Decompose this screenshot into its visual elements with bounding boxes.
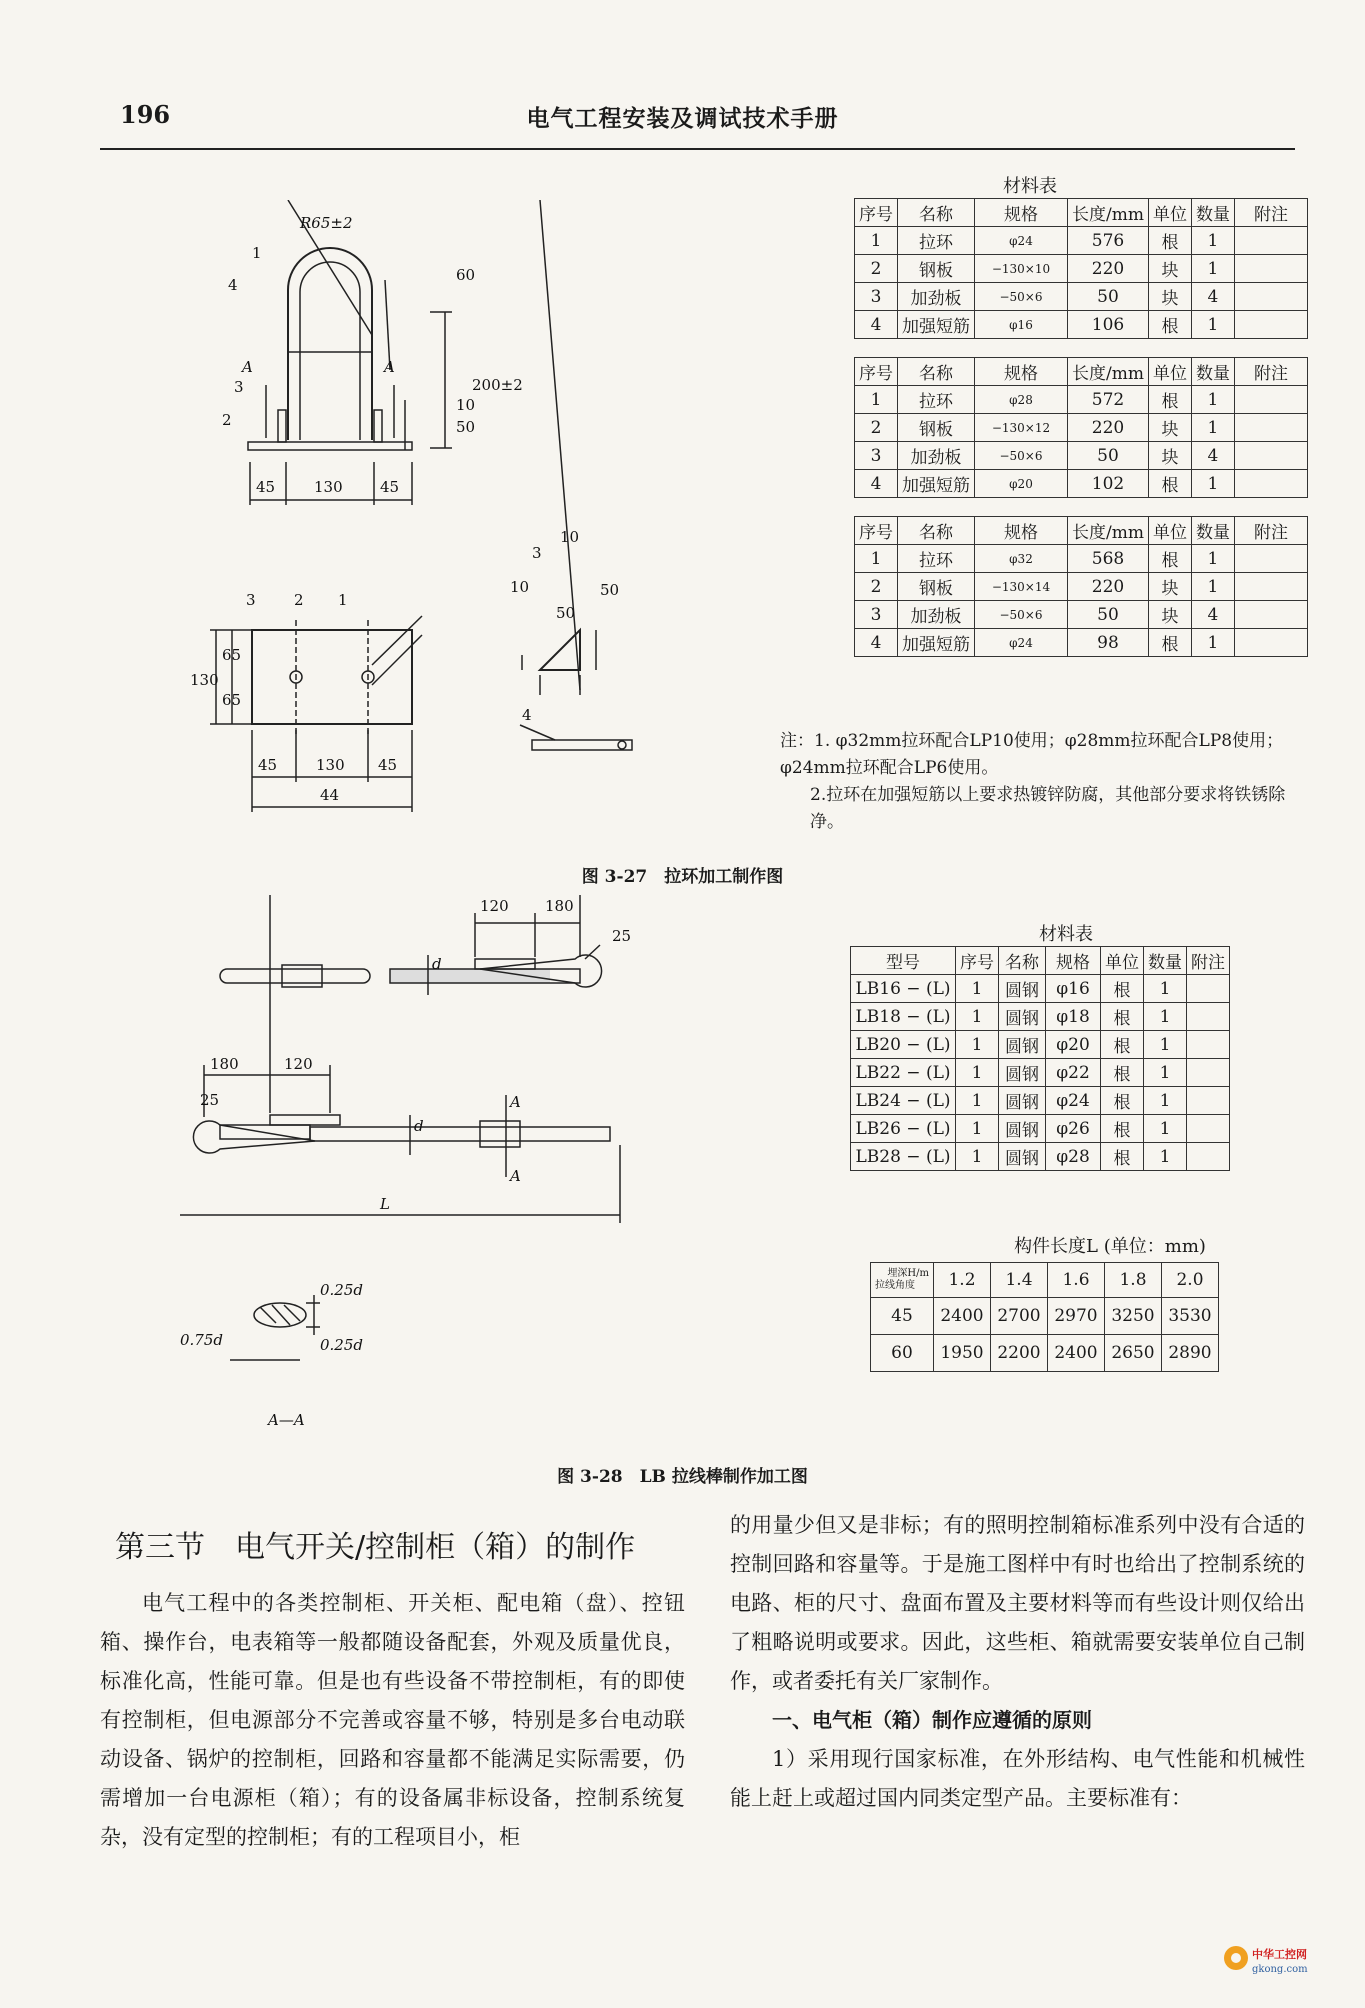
header-cell-1: 名称 — [898, 358, 975, 386]
label-4: 4 — [228, 276, 238, 294]
bar-label-4: 4 — [522, 706, 532, 724]
dim-65a: 65 — [222, 646, 242, 664]
cell-6 — [1234, 601, 1307, 629]
header-cell-2: 规格 — [975, 517, 1068, 545]
section-title: 第三节 电气开关/控制柜（箱）的制作 — [115, 1530, 636, 1565]
cell-4: 块 — [1148, 442, 1191, 470]
table-header-row — [855, 517, 1308, 545]
table-row — [855, 573, 1308, 601]
table-row — [855, 470, 1308, 498]
corner-top: 埋深H/m — [887, 1268, 929, 1279]
cell-6 — [1187, 975, 1230, 1003]
depth-header-1: 1.4 — [991, 1263, 1048, 1298]
fig27-material-tables — [854, 198, 1308, 657]
cell-3: 106 — [1068, 311, 1149, 339]
plan-label-2: 2 — [294, 591, 304, 609]
header-cell-0: 序号 — [855, 199, 898, 227]
section-mark-a-top: A — [510, 1093, 521, 1111]
cell-1: 1 — [956, 1003, 999, 1031]
dim-45a: 45 — [256, 478, 276, 496]
cell-5: 1 — [1144, 975, 1187, 1003]
header-cell-3: 规格 — [1046, 947, 1101, 975]
fig27-table-title: 材料表 — [1003, 176, 1057, 197]
watermark-text: 中华工控网 — [1252, 1948, 1307, 1961]
length-header-row — [871, 1263, 1219, 1298]
cell-2: φ32 — [975, 545, 1068, 573]
cell-2: 圆钢 — [999, 1031, 1046, 1059]
cell-3: φ22 — [1046, 1059, 1101, 1087]
cell-3: φ18 — [1046, 1003, 1101, 1031]
header-rule — [100, 148, 1295, 150]
header-cell-1: 序号 — [956, 947, 999, 975]
cell-3: 572 — [1068, 386, 1149, 414]
length-table-title: 构件长度L (单位：mm) — [1014, 1236, 1206, 1257]
cell-5: 1 — [1191, 629, 1234, 657]
right-column — [730, 1506, 1305, 1818]
gusset-dim-10a: 10 — [560, 528, 580, 546]
cell-1: 钢板 — [898, 255, 975, 283]
cell-3: φ16 — [1046, 975, 1101, 1003]
fig27-caption: 图 3-27 拉环加工制作图 — [581, 867, 784, 887]
gusset-dim-50a: 50 — [600, 581, 620, 599]
bottom-dim-120: 120 — [284, 1055, 313, 1073]
cell-2: −50×6 — [975, 442, 1068, 470]
cell-1: 加劲板 — [898, 601, 975, 629]
cell-0: 3 — [855, 283, 898, 311]
angle-cell: 60 — [871, 1335, 934, 1372]
cell-6 — [1234, 311, 1307, 339]
cell-1: 1 — [956, 975, 999, 1003]
cell-1: 加劲板 — [898, 442, 975, 470]
fig27-table-group-1 — [854, 198, 1308, 339]
cell-0: LB28 − (L) — [851, 1143, 956, 1171]
cell-6 — [1234, 573, 1307, 601]
length-table — [870, 1262, 1219, 1372]
cell-3: φ28 — [1046, 1143, 1101, 1171]
note-1: 注：1. φ32mm拉环配合LP10使用；φ28mm拉环配合LP8使用；φ24mm拉环配合LP6使用。 — [780, 731, 1284, 778]
header-cell-6: 附注 — [1234, 358, 1307, 386]
cell-5: 4 — [1191, 442, 1234, 470]
watermark-logo — [1218, 1940, 1338, 1980]
cell-4: 根 — [1101, 1059, 1144, 1087]
cell-3: 50 — [1068, 283, 1149, 311]
dim-10: 10 — [456, 396, 476, 414]
cell-6 — [1234, 283, 1307, 311]
top-dim-180: 180 — [545, 897, 574, 915]
cell-0: 4 — [855, 311, 898, 339]
cell-1: 拉环 — [898, 545, 975, 573]
cell-6 — [1187, 1115, 1230, 1143]
fig28-drawing — [180, 895, 700, 1435]
section-dim-width: 0.75d — [180, 1331, 224, 1349]
cell-3: 576 — [1068, 227, 1149, 255]
page-number: 196 — [120, 100, 171, 129]
cell-3: 220 — [1068, 573, 1149, 601]
cell-0: 2 — [855, 255, 898, 283]
cell-0: LB18 − (L) — [851, 1003, 956, 1031]
angle-cell: 45 — [871, 1298, 934, 1335]
cell-6 — [1234, 227, 1307, 255]
fig28-material-table — [850, 946, 1230, 1171]
cell-4: 块 — [1148, 601, 1191, 629]
dim-45d: 45 — [378, 756, 398, 774]
cell-2: −50×6 — [975, 601, 1068, 629]
cell-5: 1 — [1144, 1087, 1187, 1115]
cell-0: 2 — [855, 414, 898, 442]
cell-0: 1 — [855, 386, 898, 414]
cell-5: 1 — [1191, 227, 1234, 255]
table-row — [855, 545, 1308, 573]
length-value-cell: 3530 — [1162, 1298, 1219, 1335]
length-value-cell: 2400 — [934, 1298, 991, 1335]
cell-2: φ28 — [975, 386, 1068, 414]
length-value-cell: 1950 — [934, 1335, 991, 1372]
cell-1: 拉环 — [898, 386, 975, 414]
header-cell-4: 单位 — [1148, 358, 1191, 386]
plan-label-1: 1 — [338, 591, 348, 609]
cell-5: 1 — [1191, 386, 1234, 414]
header-cell-0: 型号 — [851, 947, 956, 975]
cell-0: 1 — [855, 227, 898, 255]
cell-1: 钢板 — [898, 573, 975, 601]
right-column-text: 的用量少但又是非标；有的照明控制箱标准系列中没有合适的控制回路和容量等。于是施工图样中有时也给出了控制系统的电路、柜的尺寸、盘面布置及主要材料等而有些设计则仅给出了粗略说明或要求。因此，这些柜、箱就需要安装单位自己制作，或者委托有关厂家制作。 — [730, 1513, 1305, 1693]
header-cell-4: 单位 — [1148, 199, 1191, 227]
cell-4: 根 — [1101, 1087, 1144, 1115]
cell-0: LB22 − (L) — [851, 1059, 956, 1087]
header-cell-6: 附注 — [1234, 517, 1307, 545]
cell-0: LB26 − (L) — [851, 1115, 956, 1143]
cell-5: 4 — [1191, 283, 1234, 311]
cell-1: 拉环 — [898, 227, 975, 255]
cell-1: 1 — [956, 1115, 999, 1143]
cell-3: 50 — [1068, 601, 1149, 629]
cell-4: 块 — [1148, 573, 1191, 601]
cell-2: −130×14 — [975, 573, 1068, 601]
table-row — [851, 1031, 1230, 1059]
top-dim-d: d — [432, 955, 442, 973]
header-cell-4: 单位 — [1148, 517, 1191, 545]
length-corner-cell — [871, 1263, 934, 1298]
cell-2: −130×10 — [975, 255, 1068, 283]
cell-5: 1 — [1144, 1059, 1187, 1087]
header-cell-6: 附注 — [1234, 199, 1307, 227]
cell-3: 220 — [1068, 414, 1149, 442]
cell-1: 加强短筋 — [898, 629, 975, 657]
cell-0: 2 — [855, 573, 898, 601]
length-value-cell: 3250 — [1105, 1298, 1162, 1335]
gusset-label-3: 3 — [532, 544, 542, 562]
table-header-row — [851, 947, 1230, 975]
cell-5: 1 — [1191, 470, 1234, 498]
section-mark-a-left: A — [242, 358, 253, 376]
cell-2: 圆钢 — [999, 1003, 1046, 1031]
length-value-cell: 2650 — [1105, 1335, 1162, 1372]
corner-bottom: 拉线角度 — [875, 1280, 915, 1291]
gusset-dim-50b: 50 — [556, 604, 576, 622]
fig27-notes — [780, 728, 1300, 836]
header-cell-2: 名称 — [999, 947, 1046, 975]
cell-5: 1 — [1144, 1143, 1187, 1171]
length-l: L — [380, 1195, 390, 1213]
cell-6 — [1187, 1087, 1230, 1115]
table-row — [851, 1059, 1230, 1087]
header-cell-5: 数量 — [1144, 947, 1187, 975]
cell-3: φ24 — [1046, 1087, 1101, 1115]
cell-2: φ16 — [975, 311, 1068, 339]
section-dim-top: 0.25d — [320, 1281, 364, 1299]
length-value-cell: 2970 — [1048, 1298, 1105, 1335]
bottom-dim-25: 25 — [200, 1091, 220, 1109]
bottom-dim-180: 180 — [210, 1055, 239, 1073]
cell-1: 加强短筋 — [898, 311, 975, 339]
cell-6 — [1234, 545, 1307, 573]
fig28-caption: 图 3-28 LB 拉线棒制作加工图 — [557, 1467, 808, 1487]
cell-2: −50×6 — [975, 283, 1068, 311]
cell-4: 根 — [1148, 311, 1191, 339]
cell-4: 根 — [1148, 227, 1191, 255]
cell-4: 块 — [1148, 283, 1191, 311]
section-mark-a-right: A — [384, 358, 395, 376]
point-1: 1）采用现行国家标准，在外形结构、电气性能和机械性能上赶上或超过国内同类定型产品。主要标准有： — [730, 1747, 1305, 1810]
left-column-text: 电气工程中的各类控制柜、开关柜、配电箱（盘）、控钮箱、操作台，电表箱等一般都随设备配套，外观及质量优良，标准化高，性能可靠。但是也有些设备不带控制柜，有的即使有控制柜，但电源部分不完善或容量不够，特别是多台电动联动设备、锅炉的控制柜，回路和容量都不能满足实际需要，仍需增加一台电源柜（箱）；有的设备属非标设备，控制系统复杂，没有定型的控制柜；有的工程项目小，柜 — [100, 1591, 685, 1849]
cell-2: 圆钢 — [999, 975, 1046, 1003]
table-row — [851, 975, 1230, 1003]
length-value-cell: 2700 — [991, 1298, 1048, 1335]
cell-6 — [1187, 1003, 1230, 1031]
header-cell-0: 序号 — [855, 358, 898, 386]
top-dim-25: 25 — [612, 927, 632, 945]
depth-header-2: 1.6 — [1048, 1263, 1105, 1298]
dim-45b: 45 — [380, 478, 400, 496]
cell-5: 1 — [1144, 1003, 1187, 1031]
cell-2: φ20 — [975, 470, 1068, 498]
depth-header-0: 1.2 — [934, 1263, 991, 1298]
cell-5: 1 — [1191, 414, 1234, 442]
cell-6 — [1234, 470, 1307, 498]
cell-1: 加劲板 — [898, 283, 975, 311]
cell-3: φ26 — [1046, 1115, 1101, 1143]
cell-1: 钢板 — [898, 414, 975, 442]
table-row — [855, 442, 1308, 470]
fig28-material-table-wrap — [850, 946, 1230, 1171]
cell-5: 1 — [1191, 545, 1234, 573]
cell-2: φ24 — [975, 227, 1068, 255]
dim-60: 60 — [456, 266, 476, 284]
length-row — [871, 1298, 1219, 1335]
bottom-dim-d: d — [414, 1117, 424, 1135]
length-value-cell: 2400 — [1048, 1335, 1105, 1372]
cell-4: 块 — [1148, 414, 1191, 442]
cell-1: 1 — [956, 1143, 999, 1171]
depth-header-3: 1.8 — [1105, 1263, 1162, 1298]
cell-6 — [1234, 442, 1307, 470]
cell-3: 50 — [1068, 442, 1149, 470]
cell-6 — [1234, 386, 1307, 414]
header-cell-2: 规格 — [975, 199, 1068, 227]
cell-4: 根 — [1148, 386, 1191, 414]
cell-6 — [1234, 629, 1307, 657]
header-cell-5: 数量 — [1191, 358, 1234, 386]
header-cell-1: 名称 — [898, 199, 975, 227]
cell-4: 根 — [1148, 629, 1191, 657]
cell-6 — [1234, 255, 1307, 283]
cell-5: 1 — [1191, 573, 1234, 601]
header-cell-3: 长度/mm — [1068, 199, 1149, 227]
cell-4: 根 — [1101, 975, 1144, 1003]
cell-6 — [1234, 414, 1307, 442]
table-row — [851, 1143, 1230, 1171]
cell-0: LB16 − (L) — [851, 975, 956, 1003]
cell-1: 1 — [956, 1087, 999, 1115]
header-cell-6: 附注 — [1187, 947, 1230, 975]
table-row — [855, 414, 1308, 442]
header-cell-0: 序号 — [855, 517, 898, 545]
section-mark-a-bottom: A — [510, 1167, 521, 1185]
cell-4: 根 — [1148, 545, 1191, 573]
fig27-table-group-2 — [854, 357, 1308, 498]
cell-5: 1 — [1191, 255, 1234, 283]
cell-2: φ24 — [975, 629, 1068, 657]
label-2: 2 — [222, 411, 232, 429]
table-row — [851, 1003, 1230, 1031]
cell-2: −130×12 — [975, 414, 1068, 442]
cell-3: 102 — [1068, 470, 1149, 498]
dim-50: 50 — [456, 418, 476, 436]
cell-1: 1 — [956, 1059, 999, 1087]
cell-4: 块 — [1148, 255, 1191, 283]
cell-0: 4 — [855, 470, 898, 498]
cell-4: 根 — [1101, 1031, 1144, 1059]
cell-4: 根 — [1101, 1143, 1144, 1171]
table-header-row — [855, 199, 1308, 227]
cell-1: 1 — [956, 1031, 999, 1059]
depth-header-4: 2.0 — [1162, 1263, 1219, 1298]
fig27-table-group-3 — [854, 516, 1308, 657]
cell-2: 圆钢 — [999, 1115, 1046, 1143]
cell-0: LB20 − (L) — [851, 1031, 956, 1059]
top-dim-120: 120 — [480, 897, 509, 915]
dim-44: 44 — [320, 786, 340, 804]
watermark-url: gkong.com — [1252, 1964, 1308, 1975]
cell-3: 568 — [1068, 545, 1149, 573]
gusset-dim-10b: 10 — [510, 578, 530, 596]
section-dim-bottom: 0.25d — [320, 1336, 364, 1354]
length-row — [871, 1335, 1219, 1372]
section-label: A—A — [268, 1411, 305, 1429]
dim-130c: 130 — [316, 756, 345, 774]
cell-0: 4 — [855, 629, 898, 657]
length-value-cell: 2890 — [1162, 1335, 1219, 1372]
dim-45c: 45 — [258, 756, 278, 774]
table-row — [855, 629, 1308, 657]
cell-3: 98 — [1068, 629, 1149, 657]
header-cell-2: 规格 — [975, 358, 1068, 386]
label-3: 3 — [234, 378, 244, 396]
cell-4: 根 — [1101, 1115, 1144, 1143]
cell-0: LB24 − (L) — [851, 1087, 956, 1115]
dim-65b: 65 — [222, 691, 242, 709]
header-cell-3: 长度/mm — [1068, 358, 1149, 386]
cell-6 — [1187, 1143, 1230, 1171]
table-row — [851, 1087, 1230, 1115]
dim-130a: 130 — [314, 478, 343, 496]
cell-0: 3 — [855, 601, 898, 629]
cell-0: 3 — [855, 442, 898, 470]
cell-4: 根 — [1101, 1003, 1144, 1031]
cell-5: 1 — [1144, 1031, 1187, 1059]
header-cell-3: 长度/mm — [1068, 517, 1149, 545]
table-row — [855, 283, 1308, 311]
cell-1: 加强短筋 — [898, 470, 975, 498]
cell-5: 1 — [1191, 311, 1234, 339]
table-row — [855, 255, 1308, 283]
plan-label-3: 3 — [246, 591, 256, 609]
note-2: 2.拉环在加强短筋以上要求热镀锌防腐，其他部分要求将铁锈除净。 — [810, 785, 1286, 832]
cell-5: 4 — [1191, 601, 1234, 629]
dim-130v: 130 — [190, 671, 219, 689]
header-cell-5: 数量 — [1191, 199, 1234, 227]
table-row — [855, 311, 1308, 339]
dim-200: 200±2 — [472, 376, 523, 394]
table-row — [855, 601, 1308, 629]
cell-3: 220 — [1068, 255, 1149, 283]
header-cell-4: 单位 — [1101, 947, 1144, 975]
table-row — [855, 386, 1308, 414]
length-table-wrap — [870, 1262, 1219, 1372]
cell-4: 根 — [1148, 470, 1191, 498]
cell-2: 圆钢 — [999, 1087, 1046, 1115]
fig28-table-title: 材料表 — [1039, 924, 1093, 945]
cell-3: φ20 — [1046, 1031, 1101, 1059]
cell-6 — [1187, 1031, 1230, 1059]
length-value-cell: 2200 — [991, 1335, 1048, 1372]
cell-6 — [1187, 1059, 1230, 1087]
table-row — [855, 227, 1308, 255]
cell-2: 圆钢 — [999, 1059, 1046, 1087]
fig27-drawing — [160, 200, 680, 840]
label-1: 1 — [252, 244, 262, 262]
cell-5: 1 — [1144, 1115, 1187, 1143]
book-title: 电气工程安装及调试技术手册 — [526, 105, 839, 132]
header-cell-1: 名称 — [898, 517, 975, 545]
dim-radius: R65±2 — [300, 214, 353, 232]
cell-0: 1 — [855, 545, 898, 573]
cell-2: 圆钢 — [999, 1143, 1046, 1171]
header-cell-5: 数量 — [1191, 517, 1234, 545]
subheading: 一、电气柜（箱）制作应遵循的原则 — [772, 1708, 1092, 1732]
table-header-row — [855, 358, 1308, 386]
table-row — [851, 1115, 1230, 1143]
